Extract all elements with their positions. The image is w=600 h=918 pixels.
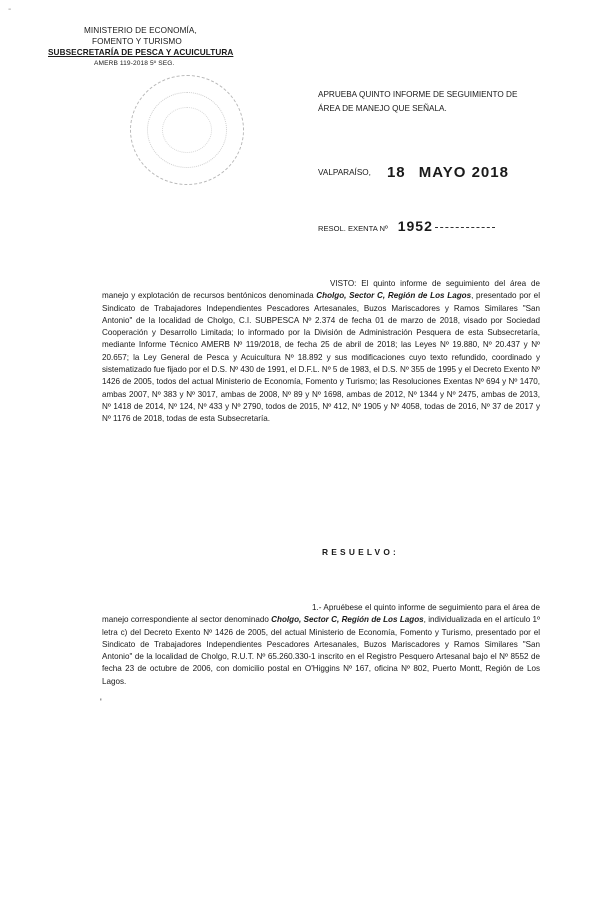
visto-area-name: Cholgo, Sector C, Región de Los Lagos [316,291,472,301]
ministry-line-2: FOMENTO Y TURISMO [92,37,182,46]
date-month-year: MAYO 2018 [418,164,509,181]
article-text-2: , individualizada en el artículo 1º letra c) del Decreto Exento Nº 1426 de 2005, del actual Ministerio de Economía, Fomento y Turismo, presentado por el Sindicato de Trabajadores Independientes Pescadores Artesanales, Buzos Mariscadores y Ramos Similares "San Antonio" de la localidad de Cholgo, R.U.T. Nº 65.260.330-1 inscrito en el Registro Pesquero Artesanal bajo el Nº 8552 de fecha 23 de octubre de 2006, con domicilio postal en O'Higgins Nº 167, oficina Nº 802, Puerto Montt, Región de Los Lagos. [102,615,540,686]
resolution-underline [435,227,495,228]
reference-line: AMERB 119-2018 5º SEG. [94,60,175,67]
date-line [318,164,509,181]
date-day: 18 [386,164,406,181]
corner-mark: - [8,4,12,15]
article-text-1: 1.- Apruébese el quinto informe de seguimiento para el área de manejo correspondiente al sector denominado [102,603,540,625]
visto-lead: VISTO: [330,279,357,288]
resolution-number: 1952 [397,218,433,234]
subject-line-1: APRUEBA QUINTO INFORME DE SEGUIMIENTO DE [318,90,518,99]
document-subject [318,88,548,116]
visto-text-1: El quinto informe de seguimiento del área de manejo y explotación de recursos bentónicos denominada [102,279,540,301]
subsecretaria-line: SUBSECRETARÍA DE PESCA Y ACUICULTURA [48,48,234,57]
date-stamp [387,164,509,181]
resolution-line [318,218,495,234]
subject-line-2: ÁREA DE MANEJO QUE SEÑALA. [318,104,447,113]
resuelvo-heading: RESUELVO: [322,547,400,557]
visto-text-2: , presentado por el Sindicato de Trabajadores Independientes Pescadores Artesanales, Buzos Mariscadores y Ramos Similares "San Antonio" de la localidad de Cholgo, C.I. SUBPESCA Nº 2.374 de fecha 01 de marzo de 2018, visado por Sociedad Cooperación y Desarrollo Limitada; lo informado por la División de Administración Pesquera de esta Subsecretaría, mediante Informe Técnico AMERB Nº 119/2018, de fecha 25 de abril de 2018; las Leyes Nº 19.880, Nº 20.437 y Nº 20.657; la Ley General de Pesca y Acuicultura Nº 18.892 y sus modificaciones cuyo texto refundido, coordinado y sistematizado fue fijado por el D.S. Nº 430 de 1991, el D.F.L. Nº 5 de 1983, el D.S. Nº 355 de 1995 y el Decreto Exento Nº 1426 de 2005, todos del actual Ministerio de Economía, Fomento y Turismo; las Resoluciones Exentas Nº 694 y Nº 1470, ambas 2007, Nº 383 y Nº 3017, ambas de 2008, Nº 89 y Nº 1698, ambas de 2012, Nº 1344 y Nº 2475, ambas de 2013, Nº 1418 de 2014, Nº 124, Nº 433 y Nº 2790, todos de 2015, Nº 412, Nº 1905 y Nº 4058, todas de 2016, Nº 37 de 2017 y Nº 1176 de 2018, todas de esta Subsecretaría. [102,291,540,424]
article-1-paragraph [102,602,540,688]
ministry-line: MINISTERIO DE ECONOMÍA, [84,26,197,35]
letterhead [48,25,254,69]
article-area-name: Cholgo, Sector C, Región de Los Lagos [271,615,424,625]
date-city: VALPARAÍSO, [318,168,371,177]
resolution-label: RESOL. EXENTA Nº [318,224,388,233]
visto-paragraph [102,278,540,426]
seal-inner-ring [147,92,227,168]
stray-mark: ' [100,697,102,707]
seal-core-ring [162,107,212,153]
official-seal-stamp [130,75,244,185]
